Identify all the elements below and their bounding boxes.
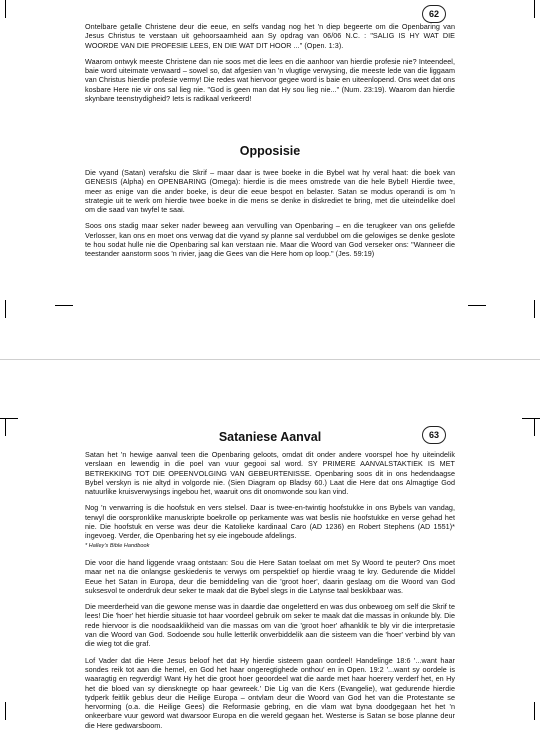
- paragraph: Satan het 'n hewige aanval teen die Openbaring geloots, omdat dit onder andere voorspel hoe hy uiteindelik verslaan en lewendig in die poel van vuur gegooi sal word. SY PRIMERE AANVALSTAKTIEK IS MET BETREKKING TOT DIE OPEENVOLGING VAN GEBEURTENISSE. Openbaring soos dit in ons hedendaagse Bybel verskyn is nie altyd in volgorde nie. (Sien Diagram op Bladsy 60.) Laat die Here dat ons Almagtige God natuurlike kruisverwysings ingebou het, waaruit ons dit onomwonde sou kan vind.: [85, 450, 455, 497]
- paragraph: Nog 'n verwarring is die hoofstuk en vers stelsel. Daar is twee-en-twintig hoofstukke in ons Bybels van vandag, terwyl die oorspronklike manuskripte boekrolle op perkamente was wat beslis nie hoofstukke en verse gehad het nie. Die hoofstuk en verse was deur die Katolieke kardinaal Caro (AD 1236) en Robert Stephens (AD 1551)* ingevoeg. Verder, die Openbaring het sy eie ingeboude afdelings.: [85, 503, 455, 541]
- section-heading: Sataniese Aanval: [218, 430, 322, 444]
- page-63: [0, 360, 540, 730]
- paragraph: Soos ons stadig maar seker nader beweeg aan vervulling van Openbaring – en die terugkeer van ons geliefde Verlosser, kan ons en moet ons verwag dat die vyand sy planne sal verdubbel om die gelowiges se denke geslote te hou sodat hulle nie die Openbaring sal kan verstaan nie. Maar die Woord van God verseker ons: "Wanneer die teestander aanstorm soos 'n rivier, jaag die Gees van die Here hom op loop." (Jes. 59:19): [85, 221, 455, 259]
- crop-mark: [522, 418, 540, 419]
- crop-mark: [5, 300, 6, 318]
- crop-mark: [534, 702, 535, 720]
- crop-mark: [0, 418, 18, 419]
- paragraph: Die meerderheid van die gewone mense was in daardie dae ongeletterd en was dus onbewoeg om self die Skrif te lees! Die 'hoer' het hierdie situasie tot haar voordeel gebruik om seker te maak dat die massas in onkunde bly. Die rede hiervoor is die noodsaaklikheid van die massas om van die 'groot hoer' afhanklik te bly vir die interpretasie van die Woord van God. Sodoende sou hulle letterlik onverbiddelik aan die sisteem van die 'hoer' verbind bly van die wieg tot die graf.: [85, 602, 455, 649]
- crop-mark: [5, 702, 6, 720]
- paragraph: Ontelbare getalle Christene deur die eeue, en selfs vandag nog het 'n diep begeerte om die Openbaring van Jesus Christus te verstaan uit gehoorsaamheid aan Sy opdrag van 06/06 N.C. : "SALIG IS HY WAT DIE WOORDE VAN DIE PROFESIE LEES, EN DIE WAT DIT HOOR ..." (Open. 1:3).: [85, 22, 455, 50]
- paragraph: Die vyand (Satan) verafsku die Skrif – maar daar is twee boeke in die Bybel wat hy veral haat: die boek van GENESIS (Alpha) en OPENBARING (Omega): hierdie is die mees omstrede van die hele Bybel! Hierdie twee, meer as enige van die ander boeke, is deur die eeue bespot en belaster. Satan se modus operandi is om 'n strategie uit te werk om hierdie twee boeke in die mens se denke in diskrediet te bring, met die uiteindelike doel om die saad van twyfel te saai.: [85, 168, 455, 215]
- page-number-badge: 63: [422, 426, 446, 444]
- footnote: * Halley's Bible Handbook: [85, 542, 150, 549]
- body-text-block-1: [85, 22, 455, 110]
- paragraph: Lof Vader dat die Here Jesus beloof het dat Hy hierdie sisteem gaan oordeel! Handelinge 18:6 '...want haar sondes reik tot aan die hemel, en God het haar ongeregtighede onthou' en in Open. 19:2 '...want sy oordele is waaragtig en regverdig! Want Hy het die groot hoer geoordeel wat die aarde met haar hoerery verderf het, en Hy het die bloed van sy diensknegte op haar gewreek.' Die Lig van die Kers (Evangelie), wat gedurende hierdie tydperk feitlik geblus deur die Heilige Europa – ontvlam deur die Woord van God het van die Protestante se hervorming (o.a. die Heilige Gees) die Reformasie gebring, en die vlam wat byna doodgegaan het het 'n onkeerbare vuur geword wat dwarsoor Europa en die wereld gegaan het. Westerse is Satan se bose planne deur die Here gedwarsboom.: [85, 655, 455, 730]
- crop-mark: [55, 305, 73, 306]
- page-number-badge: 62: [422, 5, 446, 23]
- paragraph: Waarom ontwyk meeste Christene dan nie soos met die lees en die aanhoor van hierdie profesie nie? Inteendeel, baie word uiteimate verwaard – sowel so, dat afgesien van 'n vlugtige verwysing, die meeste lede van die liggaam van Christus hierdie profesie vermy! Die redes wat hiervoor gegee word is baie en uiteenlopend. Ons weet dat ons kosbare Here nie vir ons sal lieg nie. "God is geen man dat Hy sou lieg nie..." (Num. 23:19). Waarom dan hierdie skynbare teenstrydigheid? Iets is radikaal verkeerd!: [85, 56, 455, 104]
- paragraph: Die voor die hand liggende vraag ontstaan: Sou die Here Satan toelaat om met Sy Woord te peuter? Ons moet maar net na die onlangse geskiedenis te verwys om perspektief op hierdie vraag te kry. Gedurende die Middel Eeue het Satan in Europa, deur die bemiddeling van die 'groot hoer', daarin geslaag om die Woord van God suksesvol te onderdruk deur seker te maak dat die Bybel slegs in die Latynse taal beskikbaar was.: [85, 557, 455, 595]
- crop-mark: [534, 418, 535, 436]
- page-62: [0, 0, 540, 360]
- crop-mark: [468, 305, 486, 306]
- crop-mark: [5, 0, 6, 18]
- body-text-block-2: [85, 168, 455, 266]
- section-heading: Opposisie: [239, 144, 301, 158]
- crop-mark: [5, 418, 6, 436]
- crop-mark: [534, 300, 535, 318]
- body-text-block-3: [85, 450, 455, 737]
- crop-mark: [534, 0, 535, 18]
